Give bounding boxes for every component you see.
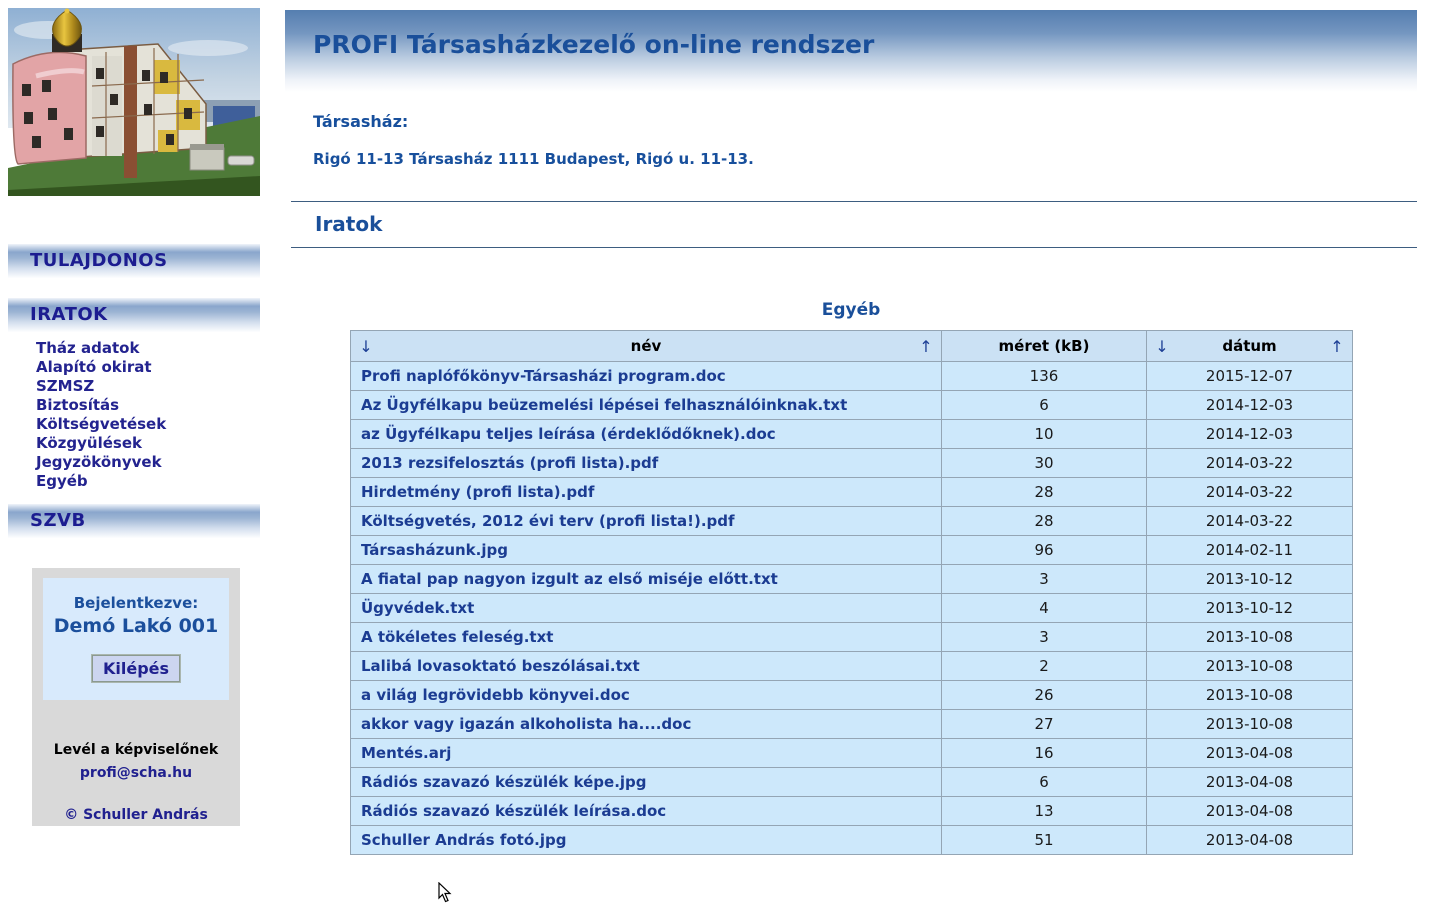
- sidebar-item-biztositas[interactable]: Biztosítás: [36, 396, 120, 414]
- divider-bottom: [291, 247, 1417, 248]
- file-name-cell: [351, 768, 942, 797]
- login-status-box: [43, 578, 229, 700]
- table-row: [351, 420, 1353, 449]
- logout-button[interactable]: Kilépés: [92, 655, 180, 682]
- table-row: [351, 739, 1353, 768]
- table-row: [351, 797, 1353, 826]
- file-date-cell: [1147, 623, 1353, 652]
- file-size: 3: [1039, 570, 1049, 588]
- file-date: 2013-04-08: [1205, 744, 1294, 762]
- file-date: 2013-10-12: [1205, 599, 1294, 617]
- file-link[interactable]: Hirdetmény (profi lista).pdf: [361, 483, 595, 501]
- table-row: [351, 391, 1353, 420]
- login-status-label: Bejelentkezve:: [73, 594, 199, 612]
- file-size: 10: [1034, 425, 1054, 443]
- file-size-cell: [942, 391, 1147, 420]
- size-column-header: [942, 331, 1147, 362]
- table-row: [351, 362, 1353, 391]
- table-row: [351, 768, 1353, 797]
- sidebar-item-alapito-okirat[interactable]: Alapító okirat: [36, 358, 152, 376]
- file-link[interactable]: Költségvetés, 2012 évi terv (profi lista!).pdf: [361, 512, 735, 530]
- file-size: 6: [1039, 773, 1049, 791]
- file-date: 2013-10-08: [1205, 628, 1294, 646]
- file-date-cell: [1147, 362, 1353, 391]
- table-row: [351, 565, 1353, 594]
- sidebar-section-iratok[interactable]: IRATOK: [8, 298, 260, 332]
- file-date-cell: [1147, 652, 1353, 681]
- file-name-cell: [351, 449, 942, 478]
- file-name-cell: [351, 594, 942, 623]
- file-link[interactable]: Mentés.arj: [361, 744, 452, 762]
- file-date: 2013-10-08: [1205, 686, 1294, 704]
- building-photo: [8, 8, 260, 196]
- file-size: 28: [1034, 483, 1054, 501]
- table-row: [351, 623, 1353, 652]
- file-name-cell: [351, 739, 942, 768]
- file-date-cell: [1147, 478, 1353, 507]
- file-date-cell: [1147, 797, 1353, 826]
- sidebar-item-jegyzokonyvek[interactable]: Jegyzökönyvek: [36, 453, 162, 471]
- file-date-cell: [1147, 594, 1353, 623]
- category-title: Egyéb: [821, 300, 881, 320]
- file-size: 51: [1034, 831, 1054, 849]
- table-row: [351, 652, 1353, 681]
- file-link[interactable]: Schuller András fotó.jpg: [361, 831, 567, 849]
- file-date-cell: [1147, 826, 1353, 855]
- name-column-header: [351, 331, 942, 362]
- file-link[interactable]: akkor vagy igazán alkoholista ha....doc: [361, 715, 692, 733]
- file-date-cell: [1147, 739, 1353, 768]
- page-title: PROFI Társasházkezelő on-line rendszer: [313, 30, 875, 59]
- file-size: 96: [1034, 541, 1054, 559]
- file-size: 30: [1034, 454, 1054, 472]
- table-row: [351, 536, 1353, 565]
- file-name-cell: [351, 391, 942, 420]
- file-name-cell: [351, 681, 942, 710]
- file-size-cell: [942, 652, 1147, 681]
- section-title: Iratok: [315, 212, 383, 236]
- sidebar-item-egyeb[interactable]: Egyéb: [36, 472, 88, 490]
- file-name-cell: [351, 507, 942, 536]
- file-size-cell: [942, 797, 1147, 826]
- file-date: 2014-02-11: [1205, 541, 1294, 559]
- file-size-cell: [942, 420, 1147, 449]
- sidebar-links: [36, 339, 260, 491]
- table-row: [351, 478, 1353, 507]
- file-date-cell: [1147, 681, 1353, 710]
- file-date-cell: [1147, 565, 1353, 594]
- file-size: 3: [1039, 628, 1049, 646]
- file-size: 6: [1039, 396, 1049, 414]
- file-link[interactable]: Rádiós szavazó készülék képe.jpg: [361, 773, 647, 791]
- sidebar: [8, 8, 260, 826]
- file-size-cell: [942, 594, 1147, 623]
- file-name-cell: [351, 362, 942, 391]
- file-link[interactable]: A tökéletes feleség.txt: [361, 628, 554, 646]
- file-date-cell: [1147, 536, 1353, 565]
- file-date: 2014-12-03: [1205, 425, 1294, 443]
- file-date: 2013-04-08: [1205, 773, 1294, 791]
- sidebar-item-thaz-adatok[interactable]: Tház adatok: [36, 339, 140, 357]
- file-name-cell: [351, 536, 942, 565]
- file-size-cell: [942, 739, 1147, 768]
- table-header-row: [351, 331, 1353, 362]
- divider-top: [291, 201, 1417, 202]
- file-size: 16: [1034, 744, 1054, 762]
- table-row: [351, 449, 1353, 478]
- file-date: 2014-03-22: [1205, 512, 1294, 530]
- file-date-cell: [1147, 391, 1353, 420]
- file-date: 2015-12-07: [1205, 367, 1294, 385]
- documents-section: [350, 300, 1352, 855]
- file-link[interactable]: Profi naplófőkönyv-Társasházi program.doc: [361, 367, 726, 385]
- file-link[interactable]: Az Ügyfélkapu beüzemelési lépései felhasználóinknak.txt: [361, 396, 848, 414]
- file-size-cell: [942, 449, 1147, 478]
- file-date: 2014-03-22: [1205, 454, 1294, 472]
- file-date-cell: [1147, 449, 1353, 478]
- documents-tbody: [351, 362, 1353, 855]
- sidebar-section-szvb[interactable]: SZVB: [8, 504, 260, 538]
- property-name: Rigó 11-13 Társasház 1111 Budapest, Rigó u. 11-13.: [313, 150, 754, 168]
- file-link[interactable]: az Ügyfélkapu teljes leírása (érdeklődőknek).doc: [361, 425, 776, 443]
- file-size: 26: [1034, 686, 1054, 704]
- file-date-cell: [1147, 420, 1353, 449]
- file-size-cell: [942, 826, 1147, 855]
- file-size-cell: [942, 507, 1147, 536]
- size-column-label: méret (kB): [998, 337, 1090, 355]
- main-content: [285, 0, 1417, 900]
- file-date: 2013-04-08: [1205, 802, 1294, 820]
- file-name-cell: [351, 623, 942, 652]
- date-column-label: dátum: [1222, 337, 1277, 355]
- file-link[interactable]: Társasházunk.jpg: [361, 541, 508, 559]
- file-size: 136: [1029, 367, 1059, 385]
- file-link[interactable]: Rádiós szavazó készülék leírása.doc: [361, 802, 667, 820]
- file-size-cell: [942, 768, 1147, 797]
- sidebar-item-koltsegvetesek[interactable]: Költségvetések: [36, 415, 167, 433]
- date-column-header: [1147, 331, 1353, 362]
- table-row: [351, 826, 1353, 855]
- file-size-cell: [942, 623, 1147, 652]
- file-name-cell: [351, 826, 942, 855]
- file-link[interactable]: a világ legrövidebb könyvei.doc: [361, 686, 630, 704]
- property-label: Társasház:: [313, 112, 409, 131]
- file-name-cell: [351, 710, 942, 739]
- file-date: 2014-03-22: [1205, 483, 1294, 501]
- sort-date-asc-icon[interactable]: ↑: [1330, 336, 1344, 356]
- login-panel: [32, 568, 240, 826]
- file-size: 13: [1034, 802, 1054, 820]
- file-link[interactable]: Ügyvédek.txt: [361, 599, 475, 617]
- file-size-cell: [942, 478, 1147, 507]
- file-size: 4: [1039, 599, 1049, 617]
- copyright-text: © Schuller András: [64, 807, 208, 823]
- contact-email-link[interactable]: profi@scha.hu: [79, 765, 193, 781]
- sort-name-desc-icon[interactable]: ↓: [359, 336, 373, 356]
- sidebar-item-kozgyulesek[interactable]: Közgyülések: [36, 434, 142, 452]
- file-size-cell: [942, 362, 1147, 391]
- file-name-cell: [351, 797, 942, 826]
- file-date-cell: [1147, 507, 1353, 536]
- file-date: 2013-10-12: [1205, 570, 1294, 588]
- file-name-cell: [351, 652, 942, 681]
- contact-label: Levél a képviselőnek: [53, 742, 219, 758]
- file-size: 27: [1034, 715, 1054, 733]
- file-date: 2013-10-08: [1205, 715, 1294, 733]
- file-date: 2013-10-08: [1205, 657, 1294, 675]
- documents-table: [350, 330, 1353, 855]
- logged-in-user: Demó Lakó 001: [53, 615, 219, 637]
- file-size: 28: [1034, 512, 1054, 530]
- table-row: [351, 710, 1353, 739]
- file-date: 2013-04-08: [1205, 831, 1294, 849]
- file-size-cell: [942, 681, 1147, 710]
- file-name-cell: [351, 565, 942, 594]
- file-date-cell: [1147, 710, 1353, 739]
- sidebar-item-szmsz[interactable]: SZMSZ: [36, 377, 95, 395]
- file-size: 2: [1039, 657, 1049, 675]
- file-size-cell: [942, 710, 1147, 739]
- file-size-cell: [942, 536, 1147, 565]
- file-date: 2014-12-03: [1205, 396, 1294, 414]
- file-link[interactable]: Lalibá lovasoktató beszólásai.txt: [361, 657, 640, 675]
- sort-date-desc-icon[interactable]: ↓: [1155, 336, 1169, 356]
- sort-name-asc-icon[interactable]: ↑: [919, 336, 933, 356]
- file-link[interactable]: 2013 rezsifelosztás (profi lista).pdf: [361, 454, 659, 472]
- file-size-cell: [942, 565, 1147, 594]
- table-row: [351, 594, 1353, 623]
- table-row: [351, 681, 1353, 710]
- file-name-cell: [351, 478, 942, 507]
- name-column-label: név: [630, 337, 662, 355]
- table-row: [351, 507, 1353, 536]
- sidebar-section-tulajdonos[interactable]: TULAJDONOS: [8, 244, 260, 278]
- file-name-cell: [351, 420, 942, 449]
- file-link[interactable]: A fiatal pap nagyon izgult az első miséje előtt.txt: [361, 570, 778, 588]
- file-date-cell: [1147, 768, 1353, 797]
